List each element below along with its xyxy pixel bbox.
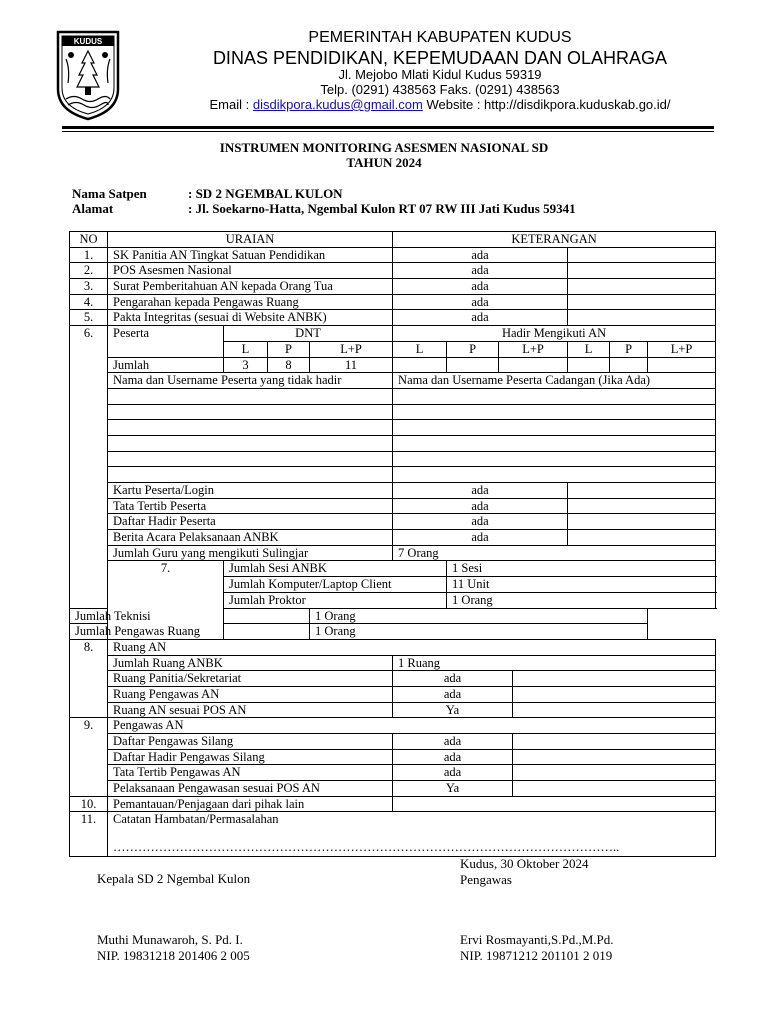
row-label: Kartu Peserta/Login [108,483,393,499]
table-row [70,655,716,671]
reserve-name-cell [393,404,716,420]
alamat-value: : Jl. Soekarno-Hatta, Ngembal Kulon RT 07 RW III Jati Kudus 59341 [188,201,576,216]
row-notes [513,702,716,718]
extra-p-header: P [610,341,648,357]
email-label: Email : [209,97,250,112]
row-value: ada [393,263,568,279]
absent-name-cell [108,435,393,451]
agency-address: Jl. Mejobo Mlati Kidul Kudus 59319 [338,67,542,82]
notes-row [70,812,716,857]
row-label: Daftar Hadir Pengawas Silang [108,749,393,765]
row-value: 11 Unit [447,577,716,593]
table-row [70,498,716,514]
absent-name-cell [108,404,393,420]
alamat-row [72,201,576,217]
row-value: ada [393,671,513,687]
hadir-l-header: L [393,341,447,357]
row-notes [568,263,716,279]
row-label: Jumlah Guru yang mengikuti Sulingjar [108,545,393,561]
extra-l-value [568,357,610,373]
notes-dotted-line: ………………………………………………………………………………………………………….. [113,840,620,855]
row-notes [568,294,716,310]
names-header-row [70,373,716,389]
satpen-row [72,186,343,202]
row-notes [513,765,716,781]
row-value: ada [393,294,568,310]
table-row [70,561,716,577]
blank-name-row [70,388,716,404]
row-number: 5. [70,310,108,326]
agency-phone: Telp. (0291) 438563 Faks. (0291) 438563 [320,82,560,97]
website-text: Website : http://disdikpora.kuduskab.go.id/ [426,97,671,112]
dnt-lp-value: 11 [310,357,393,373]
jumlah-row [70,357,716,373]
row-value: ada [393,765,513,781]
blank-name-row [70,451,716,467]
row-number: 1. [70,247,108,263]
row-label: Tata Tertib Pengawas AN [108,765,393,781]
right-signatory-nip: NIP. 19871212 201101 2 019 [460,947,613,963]
right-signatory-block [460,856,589,887]
row-label: Daftar Hadir Peserta [108,514,393,530]
row-label: Berita Acara Pelaksanaan ANBK [108,530,393,546]
blank-name-row [70,420,716,436]
peserta-header-row [70,326,716,342]
row-notes [568,530,716,546]
left-signatory-name-block [97,932,250,963]
table-row [70,294,716,310]
row-number: 3. [70,279,108,295]
dnt-l-value: 3 [224,357,268,373]
row-notes [568,279,716,295]
table-row [70,608,716,624]
row-notes [513,734,716,750]
table-row [70,686,716,702]
row-label: Daftar Pengawas Silang [108,734,393,750]
row-label: Pengarahan kepada Pengawas Ruang [108,294,393,310]
agency-line-1: PEMERINTAH KABUPATEN KUDUS [308,29,572,46]
satpen-label: Nama Satpen [72,186,147,201]
row-value: 1 Orang [447,592,716,608]
row-label: Jumlah Komputer/Laptop Client [224,577,447,593]
table-row [70,718,716,734]
extra-l-header: L [568,341,610,357]
hadir-lp-header: L+P [499,341,568,357]
dnt-l-header: L [224,341,268,357]
right-signatory-name-block [460,932,614,963]
row-label: Jumlah Proktor [224,592,447,608]
row-notes [568,310,716,326]
absent-name-cell [108,388,393,404]
row-value: 1 Ruang [393,655,716,671]
row-number: 11. [70,812,108,857]
table-row [70,781,716,797]
table-row [70,624,716,640]
section-label: Pengawas AN [108,718,716,734]
reserve-name-cell [393,388,716,404]
row-value: ada [393,483,568,499]
row-value: ada [393,734,513,750]
absent-name-cell [108,451,393,467]
row-value: ada [393,498,568,514]
row-label: Pelaksanaan Pengawasan sesuai POS AN [108,781,393,797]
email-link[interactable]: disdikpora.kudus@gmail.com [252,97,423,112]
extra-lp-header: L+P [648,341,716,357]
row-number: 7. [108,561,224,639]
extra-p-value [610,357,648,373]
row-label: Ruang Panitia/Sekretariat [108,671,393,687]
blank-name-row [70,435,716,451]
row-label: Jumlah Ruang ANBK [108,655,393,671]
peserta-label: Peserta [108,326,224,357]
blank-name-row [70,467,716,483]
row-label: Tata Tertib Peserta [108,498,393,514]
row-number: 8. [70,639,108,717]
row-number: 2. [70,263,108,279]
row-label: Jumlah Pengawas Ruang [70,624,310,640]
document-year: TAHUN 2024 [346,155,422,170]
table-row [70,263,716,279]
dnt-lp-header: L+P [310,341,393,357]
header-keterangan: KETERANGAN [393,232,716,248]
emblem-banner-text: KUDUS [73,37,103,46]
row-value: ada [393,514,568,530]
row-notes [568,498,716,514]
row-value: ada [393,530,568,546]
row-number: 10. [70,796,108,812]
reserve-name-cell [393,467,716,483]
row-notes [513,781,716,797]
row-value: 1 Sesi [447,561,716,577]
kudus-regency-emblem [54,29,122,121]
row-value: Ya [393,702,513,718]
row-notes [568,483,716,499]
table-row [70,796,716,812]
row-label: Jumlah Sesi ANBK [224,561,447,577]
row-value: ada [393,279,568,295]
dnt-p-header: P [268,341,310,357]
table-row [70,765,716,781]
row-label: Ruang Pengawas AN [108,686,393,702]
row-label: Pemantauan/Penjagaan dari pihak lain [108,796,393,812]
table-row [70,545,716,561]
row-notes [513,671,716,687]
letterhead-rule-thin [62,131,714,132]
table-row [70,247,716,263]
row-notes [513,686,716,702]
row-notes [513,749,716,765]
row-notes [568,514,716,530]
dnt-header: DNT [224,326,393,342]
table-row [70,734,716,750]
table-header-row [70,232,716,248]
hadir-header: Hadir Mengikuti AN [393,326,716,342]
agency-contact [160,97,720,112]
letterhead-rule-thick [62,126,714,129]
alamat-label: Alamat [72,201,114,216]
row-label: Pakta Integritas (sesuai di Website ANBK) [108,310,393,326]
extra-lp-value [648,357,716,373]
row-value [393,796,716,812]
row-value: 1 Orang [310,608,648,624]
row-value: ada [393,749,513,765]
hadir-p-value [447,357,499,373]
table-row [70,310,716,326]
row-value: 7 Orang [393,545,716,561]
hadir-l-value [393,357,447,373]
row-label: SK Panitia AN Tingkat Satuan Pendidikan [108,247,393,263]
notes-cell [108,812,716,857]
hadir-p-header: P [447,341,499,357]
right-signatory-name: Ervi Rosmayanti,S.Pd.,M.Pd. [460,932,614,947]
header-uraian: URAIAN [108,232,393,248]
place-date: Kudus, 30 Oktober 2024 [460,856,589,871]
row-label: Ruang AN sesuai POS AN [108,702,393,718]
left-signatory-nip: NIP. 19831218 201406 2 005 [97,947,250,963]
reserve-names-header: Nama dan Username Peserta Cadangan (Jika Ada) [393,373,716,389]
row-label: Surat Pemberitahuan AN kepada Orang Tua [108,279,393,295]
row-notes [568,247,716,263]
absent-name-cell [108,467,393,483]
table-row [70,702,716,718]
table-row [70,639,716,655]
row-number: 6. [70,326,108,608]
reserve-name-cell [393,451,716,467]
left-signatory-name: Muthi Munawaroh, S. Pd. I. [97,932,243,947]
reserve-name-cell [393,420,716,436]
hadir-lp-value [499,357,568,373]
absent-names-header: Nama dan Username Peserta yang tidak hadir [108,373,393,389]
jumlah-label: Jumlah [108,357,224,373]
dnt-p-value: 8 [268,357,310,373]
section-label: Ruang AN [108,639,716,655]
blank-name-row [70,404,716,420]
header-no: NO [70,232,108,248]
monitoring-table [69,231,716,857]
row-label: Jumlah Teknisi [70,608,310,624]
table-row [70,279,716,295]
row-label: POS Asesmen Nasional [108,263,393,279]
row-value: Ya [393,781,513,797]
row-value: ada [393,310,568,326]
table-row [70,483,716,499]
left-signatory-title: Kepala SD 2 Ngembal Kulon [97,871,251,886]
table-row [70,514,716,530]
absent-name-cell [108,420,393,436]
document-title: INSTRUMEN MONITORING ASESMEN NASIONAL SD [219,140,549,155]
reserve-name-cell [393,435,716,451]
row-value: ada [393,686,513,702]
satpen-value: : SD 2 NGEMBAL KULON [188,186,343,201]
agency-line-2: DINAS PENDIDIKAN, KEPEMUDAAN DAN OLAHRAGA [212,48,668,68]
right-signatory-title: Pengawas [460,871,512,887]
table-row [70,530,716,546]
row-value: ada [393,247,568,263]
row-number: 9. [70,718,108,796]
table-row [70,749,716,765]
notes-label: Catatan Hambatan/Permasalahan [113,812,279,827]
row-value: 1 Orang [310,624,648,640]
row-number: 4. [70,294,108,310]
table-row [70,671,716,687]
